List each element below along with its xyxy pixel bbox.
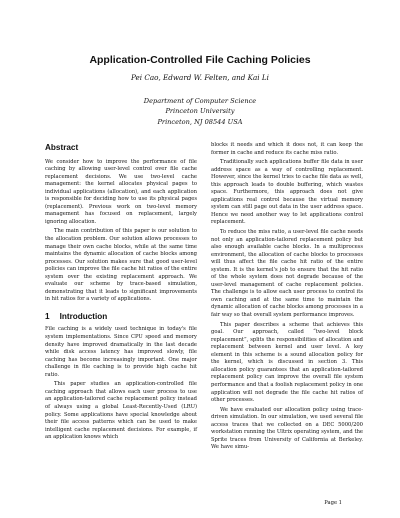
- body-paragraph: We have evaluated our allocation policy using trace-driven simulation. In our simulation, we used several file access traces that we collected on a DEC 5000/200 workstation running the Ultrix operating system, and the Sprite traces from University of California at Berkeley. We have simu-: [211, 406, 363, 451]
- page-number: Page 1: [324, 500, 342, 506]
- paper-authors: Pei Cao, Edward W. Felten, and Kai Li: [131, 73, 269, 82]
- left-column: [45, 144, 197, 444]
- section-heading-introduction: [45, 313, 197, 321]
- author-affiliation: [0, 96, 400, 127]
- intro-paragraph: This paper studies an application-controlled file caching approach that allows each user process to use an application-tailored cache replacement policy instead of always using a global Least-Recently-Used (LRU) policy. Some applications have special knowledge about their file access patterns which can be used to make intelligent cache replacement decisions. For example, if an application knows which: [45, 381, 197, 441]
- abstract-heading: Abstract: [45, 143, 79, 152]
- abstract-paragraph: We consider how to improve the performance of file caching by allowing user-level control over file cache replacement decisions. We use two-level cache management: the kernel allocates physical pages to individual applications (allocation), and each application is responsible for deciding how to use its physical pages (replacement). Previous work on two-level memory management has focused on replacement, largely ignoring allocation.: [45, 158, 197, 225]
- body-paragraph: This paper describes a scheme that achieves this goal. Our approach, called “two-level block replacement”, splits the responsibilities of allocation and replacement between kernel and user level. A key element in this scheme is a sound allocation policy for the kernel, which is discussed in section 3. This allocation policy guarantees that an application-tailored replacement policy can improve the overall file system performance and that a foolish replacement policy in one application will not degrade the file cache hit ratios of other processes.: [211, 321, 363, 404]
- right-column: [211, 142, 363, 454]
- body-paragraph: To reduce the miss ratio, a user-level file cache needs not only an application-tailored replacement policy but also enough available cache blocks. In a multiprocess environment, the allocation of cache blocks to processes will thus affect the file cache hit ratio of the entire system. It is the kernel's job to ensure that the hit ratio of the whole system does not degrade because of the user-level management of cache replacement policies. The challenge is to allow each user process to control its own caching and at the same time to maintain the dynamic allocation of cache blocks among processes in a fair way so that overall system performance improves.: [211, 229, 363, 319]
- section-title: Introduction: [59, 311, 108, 321]
- section-number: 1: [45, 311, 50, 321]
- paper-title: Application-Controlled File Caching Policies: [89, 54, 311, 66]
- affiliation-city: Princeton, NJ 08544 USA: [157, 117, 243, 126]
- affiliation-univ: Princeton University: [165, 107, 235, 116]
- intro-paragraph: File caching is a widely used technique in today's file system implementations. Since CPU speed and memory density have improved dramatically in the last decade while disk access latency has improved slowly, file caching has become increasingly important. One major challenge in file caching is to provide high cache hit ratio.: [45, 326, 197, 378]
- body-paragraph: blocks it needs and which it does not, it can keep the former in cache and reduce its cache miss ratio.: [211, 142, 363, 156]
- body-paragraph: Traditionally such applications buffer file data in user address space as a way of controlling replacement. However, since the kernel tries to cache file data as well, this approach leads to double buffering, which wastes space. Furthermore, this approach does not give applications real control because the virtual memory system can still page out data in the user address space. Hence we need another way to let applications control replacement.: [211, 159, 363, 226]
- abstract-paragraph: The main contribution of this paper is our solution to the allocation problem. Our solution allows processes to manage their own cache blocks, while at the same time maintains the dynamic allocation of cache blocks among processes. Our solution makes sure that good user-level policies can improve the file cache hit ratios of the entire system over the existing replacement approach. We evaluate our scheme by trace-based simulation, demonstrating that it leads to significant improvements in hit ratios for a variety of applications.: [45, 228, 197, 303]
- affiliation-dept: Department of Computer Science: [143, 97, 257, 105]
